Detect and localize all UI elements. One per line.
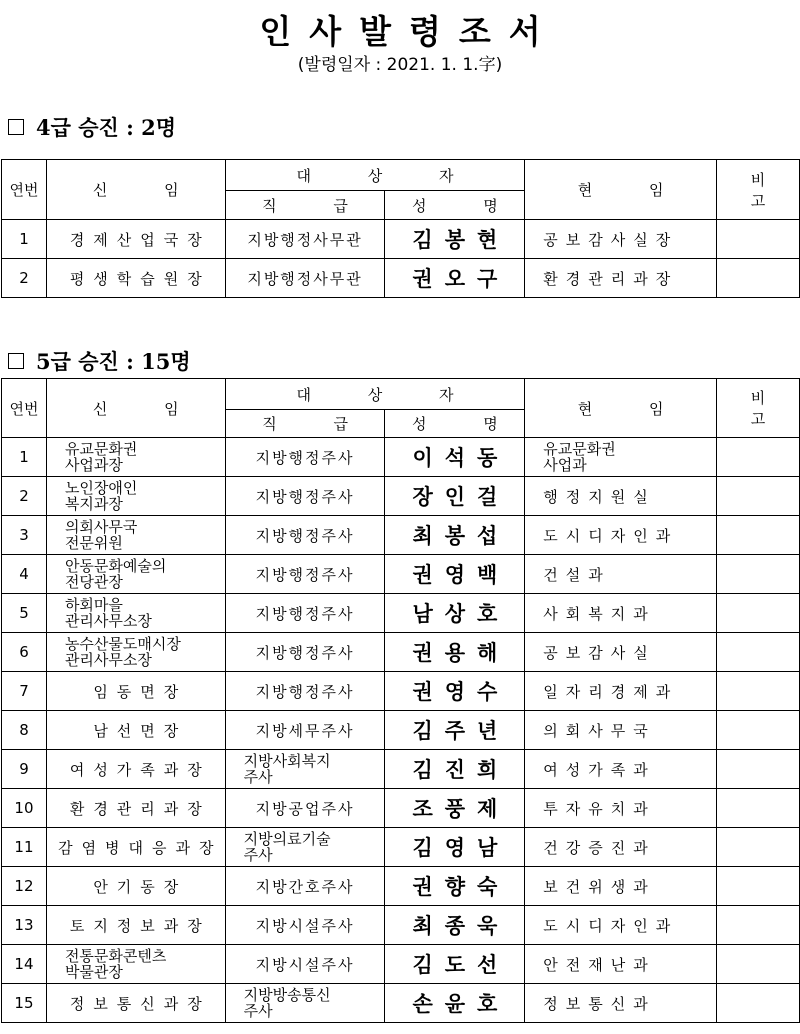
current-post-cell-line: 사업과 xyxy=(543,456,587,474)
row-number-cell: 1 xyxy=(2,220,47,259)
table-row xyxy=(2,789,800,828)
remarks-cell xyxy=(716,477,799,516)
current-post-cell: 정보통신과 xyxy=(525,984,717,1023)
remarks-cell xyxy=(716,594,799,633)
table-row xyxy=(2,594,800,633)
checkbox-square-icon xyxy=(8,353,24,369)
table-row xyxy=(2,711,800,750)
row-number-cell: 1 xyxy=(2,438,47,477)
row-number-cell: 15 xyxy=(2,984,47,1023)
header-target: 대 상 자 xyxy=(225,379,525,410)
row-number-cell: 10 xyxy=(2,789,47,828)
promotion-table-grade4 xyxy=(1,159,800,298)
rank-cell: 지방간호주사 xyxy=(225,867,385,906)
remarks-cell xyxy=(716,984,799,1023)
table-row xyxy=(2,477,800,516)
name-cell: 권향숙 xyxy=(385,867,525,906)
new-post-cell: 정보통신과장 xyxy=(46,984,225,1023)
name-cell: 이석동 xyxy=(385,438,525,477)
table-row xyxy=(2,259,800,298)
row-number-cell: 11 xyxy=(2,828,47,867)
name-cell: 김영남 xyxy=(385,828,525,867)
new-post-cell-line: 관리사무소장 xyxy=(64,612,152,630)
row-number-cell: 9 xyxy=(2,750,47,789)
table-row xyxy=(2,633,800,672)
rank-cell: 지방행정주사 xyxy=(225,672,385,711)
new-post-cell-line: 사업과장 xyxy=(64,456,123,474)
new-post-cell-line: 농수산물도매시장 xyxy=(64,635,181,653)
current-post-cell: 일자리경제과 xyxy=(525,672,717,711)
remarks-cell xyxy=(716,711,799,750)
header-new-post: 신 임 xyxy=(46,379,225,438)
rank-cell xyxy=(225,828,385,867)
new-post-cell-line: 노인장애인 xyxy=(64,479,138,497)
row-number-cell: 3 xyxy=(2,516,47,555)
current-post-cell xyxy=(525,438,717,477)
name-cell: 장인걸 xyxy=(385,477,525,516)
rank-cell: 지방행정사무관 xyxy=(225,259,385,298)
new-post-cell-line: 전당관장 xyxy=(64,573,123,591)
current-post-cell: 사회복지과 xyxy=(525,594,717,633)
rank-cell: 지방행정주사 xyxy=(225,633,385,672)
header-rank: 직 급 xyxy=(225,410,385,438)
row-number-cell: 7 xyxy=(2,672,47,711)
current-post-cell: 환경관리과장 xyxy=(525,259,717,298)
row-number-cell: 6 xyxy=(2,633,47,672)
rank-cell: 지방행정주사 xyxy=(225,555,385,594)
rank-cell-line: 주사 xyxy=(243,1002,273,1020)
row-number-cell: 8 xyxy=(2,711,47,750)
current-post-cell: 공보감사실장 xyxy=(525,220,717,259)
rank-cell: 지방행정주사 xyxy=(225,594,385,633)
new-post-cell: 안기동장 xyxy=(46,867,225,906)
table-row xyxy=(2,672,800,711)
name-cell: 손윤호 xyxy=(385,984,525,1023)
rank-cell-line: 지방방송통신 xyxy=(243,986,331,1004)
remarks-cell xyxy=(716,438,799,477)
current-post-cell-line: 유교문화권 xyxy=(543,440,616,458)
new-post-cell xyxy=(46,438,225,477)
header-current-post: 현 임 xyxy=(525,160,717,220)
name-cell: 권영수 xyxy=(385,672,525,711)
row-number-cell: 4 xyxy=(2,555,47,594)
remarks-cell xyxy=(716,750,799,789)
name-cell: 김봉현 xyxy=(385,220,525,259)
header-remarks: 비 고 xyxy=(716,160,799,220)
section-4-title: 4급 승진 : 2명 xyxy=(36,115,177,140)
name-cell: 권오구 xyxy=(385,259,525,298)
header-name: 성 명 xyxy=(385,410,525,438)
remarks-cell xyxy=(716,633,799,672)
new-post-cell-line: 전문위원 xyxy=(64,534,123,552)
table-row xyxy=(2,945,800,984)
checkbox-square-icon xyxy=(8,119,24,135)
rank-cell: 지방시설주사 xyxy=(225,945,385,984)
name-cell: 김주년 xyxy=(385,711,525,750)
document-title: 인사발령조서 xyxy=(259,12,559,51)
new-post-cell xyxy=(46,516,225,555)
rank-cell: 지방행정주사 xyxy=(225,516,385,555)
header-new-post: 신 임 xyxy=(46,160,225,220)
table-row xyxy=(2,555,800,594)
current-post-cell: 행정지원실 xyxy=(525,477,717,516)
section-5-heading xyxy=(8,346,191,376)
current-post-cell: 공보감사실 xyxy=(525,633,717,672)
current-post-cell: 도시디자인과 xyxy=(525,516,717,555)
table-row xyxy=(2,867,800,906)
remarks-cell xyxy=(716,945,799,984)
header-rank: 직 급 xyxy=(225,191,385,220)
rank-cell: 지방공업주사 xyxy=(225,789,385,828)
table-row xyxy=(2,906,800,945)
section-4-heading xyxy=(8,112,176,142)
name-cell: 남상호 xyxy=(385,594,525,633)
remarks-cell xyxy=(716,555,799,594)
new-post-cell-line: 안동문화예술의 xyxy=(64,557,167,575)
remarks-cell xyxy=(716,828,799,867)
row-number-cell: 14 xyxy=(2,945,47,984)
row-number-cell: 13 xyxy=(2,906,47,945)
header-current-post: 현 임 xyxy=(525,379,717,438)
current-post-cell: 의회사무국 xyxy=(525,711,717,750)
table-row xyxy=(2,984,800,1023)
document-subtitle: (발령일자 : 2021. 1. 1.字) xyxy=(297,55,503,75)
row-number-cell: 2 xyxy=(2,477,47,516)
rank-cell-line: 주사 xyxy=(243,846,273,864)
promotion-table-grade5 xyxy=(1,378,800,1023)
current-post-cell: 여성가족과 xyxy=(525,750,717,789)
remarks-cell xyxy=(716,906,799,945)
remarks-cell xyxy=(716,220,799,259)
rank-cell: 지방행정사무관 xyxy=(225,220,385,259)
remarks-cell xyxy=(716,516,799,555)
new-post-cell: 환경관리과장 xyxy=(46,789,225,828)
new-post-cell xyxy=(46,477,225,516)
header-no: 연번 xyxy=(2,160,47,220)
rank-cell xyxy=(225,750,385,789)
name-cell: 권영백 xyxy=(385,555,525,594)
new-post-cell-line: 관리사무소장 xyxy=(64,651,152,669)
new-post-cell: 여성가족과장 xyxy=(46,750,225,789)
remarks-cell xyxy=(716,867,799,906)
current-post-cell: 투자유치과 xyxy=(525,789,717,828)
row-number-cell: 2 xyxy=(2,259,47,298)
remarks-cell xyxy=(716,789,799,828)
header-target: 대 상 자 xyxy=(225,160,525,191)
new-post-cell: 감염병대응과장 xyxy=(46,828,225,867)
current-post-cell: 도시디자인과 xyxy=(525,906,717,945)
new-post-cell: 경제산업국장 xyxy=(46,220,225,259)
name-cell: 권용해 xyxy=(385,633,525,672)
new-post-cell-line: 유교문화권 xyxy=(64,440,138,458)
remarks-cell xyxy=(716,259,799,298)
row-number-cell: 12 xyxy=(2,867,47,906)
rank-cell: 지방행정주사 xyxy=(225,438,385,477)
name-cell: 김도선 xyxy=(385,945,525,984)
name-cell: 최종욱 xyxy=(385,906,525,945)
new-post-cell-line: 의회사무국 xyxy=(64,518,138,536)
name-cell: 최봉섭 xyxy=(385,516,525,555)
new-post-cell xyxy=(46,633,225,672)
current-post-cell: 건설과 xyxy=(525,555,717,594)
remarks-cell xyxy=(716,672,799,711)
rank-cell: 지방세무주사 xyxy=(225,711,385,750)
name-cell: 김진희 xyxy=(385,750,525,789)
new-post-cell-line: 하회마을 xyxy=(64,596,123,614)
table-row xyxy=(2,750,800,789)
table-row xyxy=(2,516,800,555)
header-no: 연번 xyxy=(2,379,47,438)
rank-cell-line: 지방사회복지 xyxy=(243,752,331,770)
new-post-cell-line: 복지과장 xyxy=(64,495,123,513)
header-remarks: 비 고 xyxy=(716,379,799,438)
table-row xyxy=(2,828,800,867)
section-5-title: 5급 승진 : 15명 xyxy=(36,349,191,374)
current-post-cell: 건강증진과 xyxy=(525,828,717,867)
new-post-cell: 평생학습원장 xyxy=(46,259,225,298)
name-cell: 조풍제 xyxy=(385,789,525,828)
rank-cell: 지방행정주사 xyxy=(225,477,385,516)
new-post-cell xyxy=(46,555,225,594)
new-post-cell: 임동면장 xyxy=(46,672,225,711)
rank-cell-line: 주사 xyxy=(243,768,273,786)
header-name: 성 명 xyxy=(385,191,525,220)
new-post-cell xyxy=(46,945,225,984)
rank-cell-line: 지방의료기술 xyxy=(243,830,331,848)
new-post-cell: 토지정보과장 xyxy=(46,906,225,945)
new-post-cell: 남선면장 xyxy=(46,711,225,750)
rank-cell: 지방시설주사 xyxy=(225,906,385,945)
new-post-cell-line: 전통문화콘텐츠 xyxy=(64,947,167,965)
rank-cell xyxy=(225,984,385,1023)
new-post-cell-line: 박물관장 xyxy=(64,963,123,981)
row-number-cell: 5 xyxy=(2,594,47,633)
new-post-cell xyxy=(46,594,225,633)
current-post-cell: 안전재난과 xyxy=(525,945,717,984)
table-row xyxy=(2,438,800,477)
table-row xyxy=(2,220,800,259)
current-post-cell: 보건위생과 xyxy=(525,867,717,906)
